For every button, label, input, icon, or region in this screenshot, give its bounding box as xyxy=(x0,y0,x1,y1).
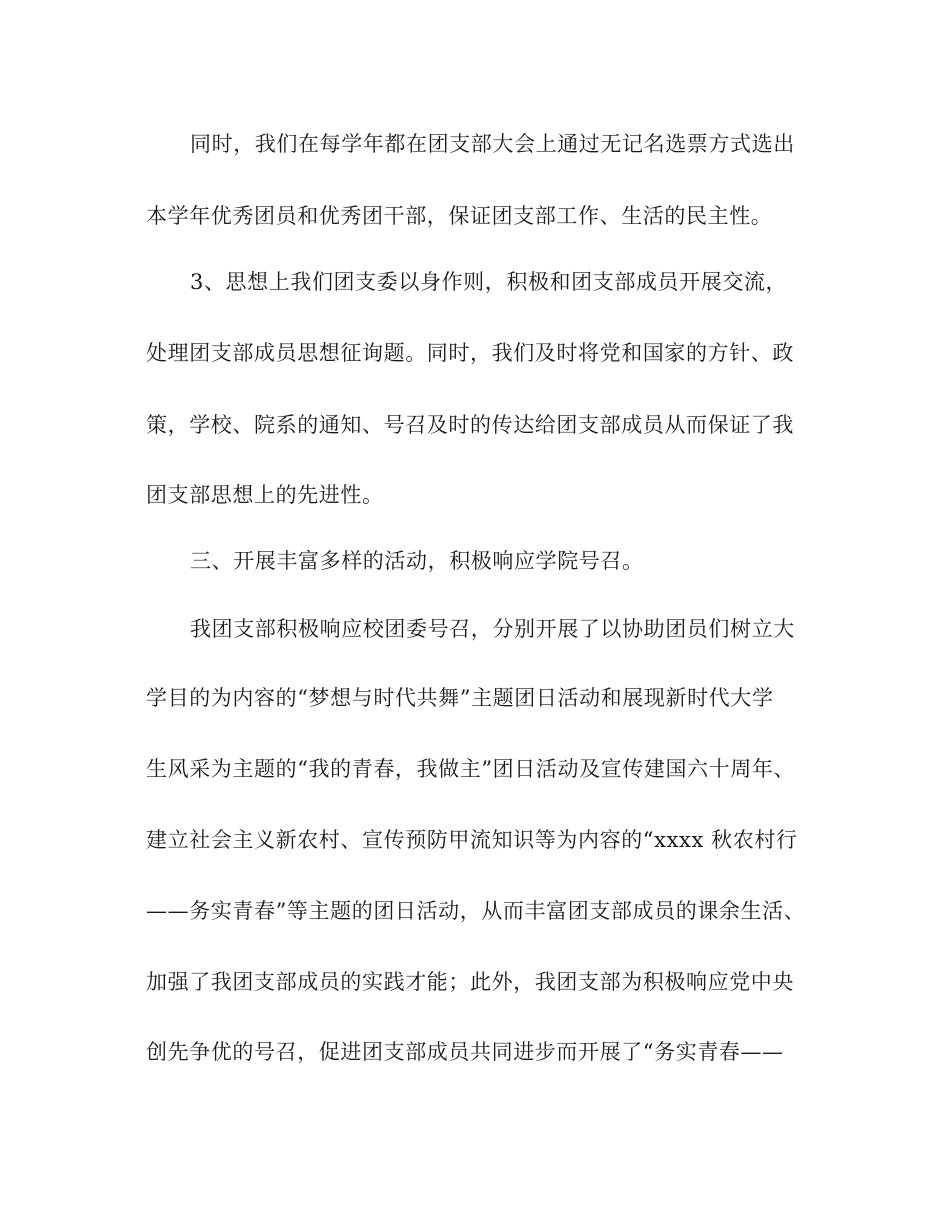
paragraph-line: 生风采为主题的“我的青春，我做主”团日活动及宣传建国六十周年、 xyxy=(146,757,796,781)
paragraph-line: 学目的为内容的“梦想与时代共舞”主题团日活动和展现新时代大学 xyxy=(146,686,774,710)
paragraph-line: 3、思想上我们团支委以身作则，积极和团支部成员开展交流， xyxy=(190,270,788,294)
section-heading: 三、开展丰富多样的活动，积极响应学院号召。 xyxy=(190,549,644,573)
paragraph-line: ——务实青春”等主题的团日活动，从而丰富团支部成员的课余生活、 xyxy=(146,899,806,923)
paragraph-line: 建立社会主义新农村、宣传预防甲流知识等为内容的“xxxx 秋农村行 xyxy=(146,828,798,852)
paragraph-line: 加强了我团支部成员的实践才能；此外，我团支部为积极响应党中央 xyxy=(146,970,794,994)
paragraph-line: 我团支部积极响应校团委号召，分别开展了以协助团员们树立大 xyxy=(190,617,795,641)
paragraph-line: 创先争优的号召，促进团支部成员共同进步而开展了“务实青春—— xyxy=(146,1040,784,1064)
paragraph-line: 策，学校、院系的通知、号召及时的传达给团支部成员从而保证了我 xyxy=(146,413,794,437)
paragraph-line: 处理团支部成员思想征询题。同时，我们及时将党和国家的方针、政 xyxy=(146,341,794,365)
paragraph-line: 本学年优秀团员和优秀团干部，保证团支部工作、生活的民主性。 xyxy=(146,204,773,228)
paragraph-line: 团支部思想上的先进性。 xyxy=(146,483,384,507)
paragraph-line: 同时，我们在每学年都在团支部大会上通过无记名选票方式选出 xyxy=(190,132,795,156)
